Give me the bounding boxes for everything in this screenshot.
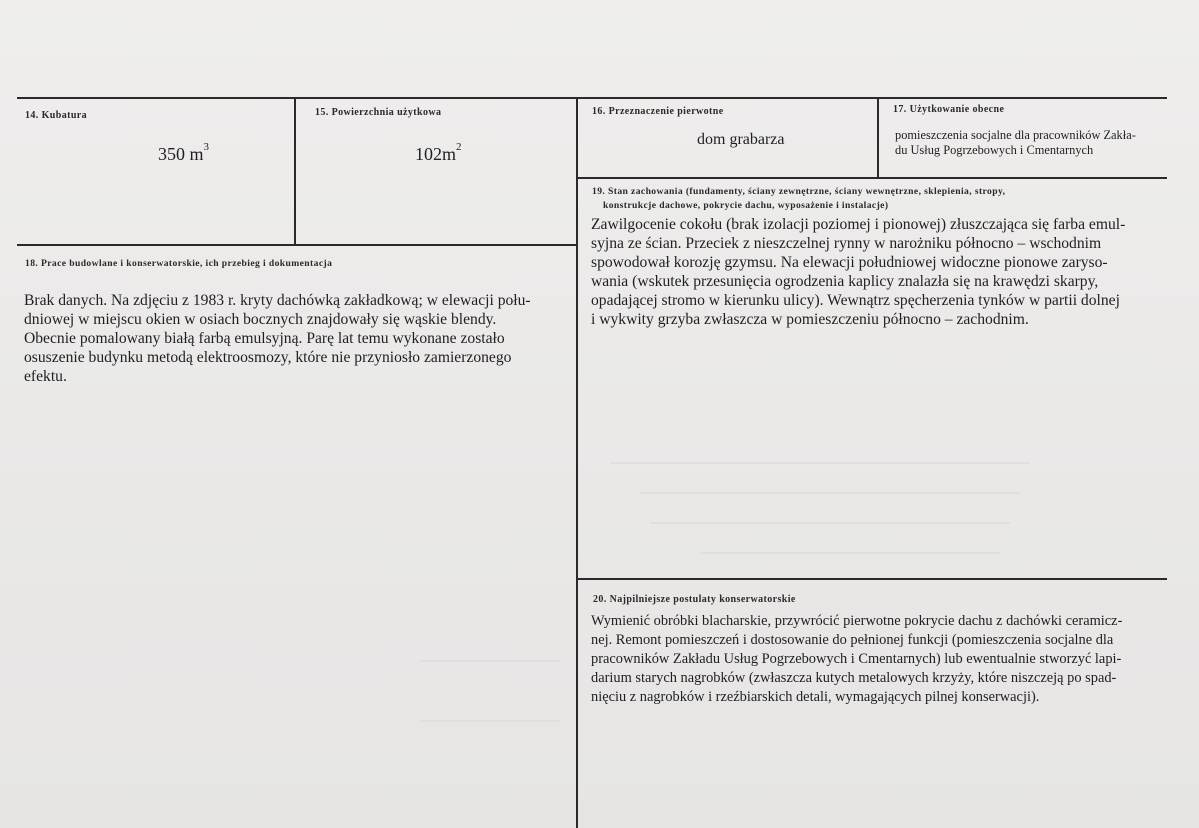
field-18-line: dniowej w miejscu okien w osiach bocznych znajdowały się wąskie blendy.	[24, 311, 497, 328]
area-exponent: 2	[456, 141, 462, 153]
rule-above-19	[577, 177, 1167, 179]
field-20-line: darium starych nagrobków (zwłaszcza kutych metalowych krzyży, które niszczeją po spad-	[591, 670, 1117, 686]
field-20-line: nej. Remont pomieszczeń i dostosowanie do pełnionej funkcji (pomieszczenia socjalne dla	[591, 632, 1114, 648]
field-19-line: opadającej stromo w kierunku ulicy). Wewnątrz spęcherzenia tynków w partii dolnej	[591, 292, 1120, 309]
field-20-line: nięciu z nagrobków i rzeźbiarskich detali, wymagających pilnej konserwacji).	[591, 689, 1040, 705]
field-17-line: pomieszczenia socjalne dla pracowników Zakła-	[895, 128, 1136, 142]
show-through-mark	[700, 552, 1000, 554]
field-19-line: Zawilgocenie cokołu (brak izolacji poziomej i pionowej) złuszczająca się farba emul-	[591, 216, 1126, 233]
kubatura-number: 350 m	[158, 144, 204, 164]
show-through-mark	[420, 660, 560, 662]
show-through-mark	[420, 720, 560, 722]
divider-16-17	[877, 97, 879, 177]
field-18-line: efektu.	[24, 368, 67, 385]
top-rule	[17, 97, 1167, 99]
field-19-label	[592, 186, 1005, 211]
rule-above-18	[17, 244, 577, 246]
field-19-line: i wykwity grzyba zwłaszcza w pomieszczeniu północno – zachodnim.	[591, 311, 1029, 328]
field-17-label: 17. Użytkowanie obecne	[893, 104, 1005, 115]
field-18-line: Brak danych. Na zdjęciu z 1983 r. kryty dachówką zakładkową; w elewacji połu-	[24, 292, 531, 309]
field-16-label: 16. Przeznaczenie pierwotne	[592, 106, 724, 117]
field-20-label: 20. Najpilniejsze postulaty konserwatorskie	[593, 594, 796, 605]
center-divider	[576, 97, 578, 828]
field-14-label: 14. Kubatura	[25, 110, 88, 121]
show-through-mark	[610, 462, 1030, 464]
field-17-value	[895, 128, 1167, 158]
field-18-label: 18. Prace budowlane i konserwatorskie, ich przebieg i dokumentacja	[25, 258, 333, 269]
field-18-text	[24, 291, 564, 386]
show-through-mark	[650, 522, 1010, 524]
kubatura-exponent: 3	[203, 141, 210, 153]
field-18-line: osuszenie budynku metodą elektroosmozy, które nie przyniosło zamierzonego	[24, 349, 512, 366]
field-20-text	[591, 612, 1167, 707]
area-number: 102m	[415, 144, 457, 164]
rule-above-20	[577, 578, 1167, 580]
field-15-label: 15. Powierzchnia użytkowa	[315, 107, 442, 118]
field-20-line: Wymienić obróbki blacharskie, przywrócić pierwotne pokrycie dachu z dachówki ceramicz-	[591, 613, 1123, 629]
field-18-line: Obecnie pomalowany białą farbą emulsyjną. Parę lat temu wykonane zostało	[24, 330, 505, 347]
field-19-label-line: 19. Stan zachowania (fundamenty, ściany zewnętrzne, ściany wewnętrzne, sklepienia, stropy,	[592, 186, 1006, 197]
field-20-line: pracowników Zakładu Usług Pogrzebowych i Cmentarnych) lub ewentualnie stworzyć lapi-	[591, 651, 1122, 667]
show-through-mark	[640, 492, 1020, 494]
field-19-line: syjna ze ścian. Przeciek z nieszczelnej rynny w narożniku północno – wschodnim	[591, 235, 1102, 252]
field-17-line: du Usług Pogrzebowych i Cmentarnych	[895, 143, 1094, 157]
field-15-value	[415, 141, 462, 165]
field-19-line: wania (wskutek przesunięcia ogrodzenia kaplicy znalazła się na krawędzi skarpy,	[591, 273, 1099, 290]
field-14-value	[158, 141, 210, 165]
field-19-text	[591, 215, 1167, 329]
field-19-label-line: konstrukcje dachowe, pokrycie dachu, wyposażenie i instalacje)	[603, 200, 889, 211]
field-16-value: dom grabarza	[697, 131, 785, 148]
field-19-line: spowodował korozję gzymsu. Na elewacji południowej widoczne pionowe zaryso-	[591, 254, 1108, 271]
divider-14-15	[294, 97, 296, 245]
